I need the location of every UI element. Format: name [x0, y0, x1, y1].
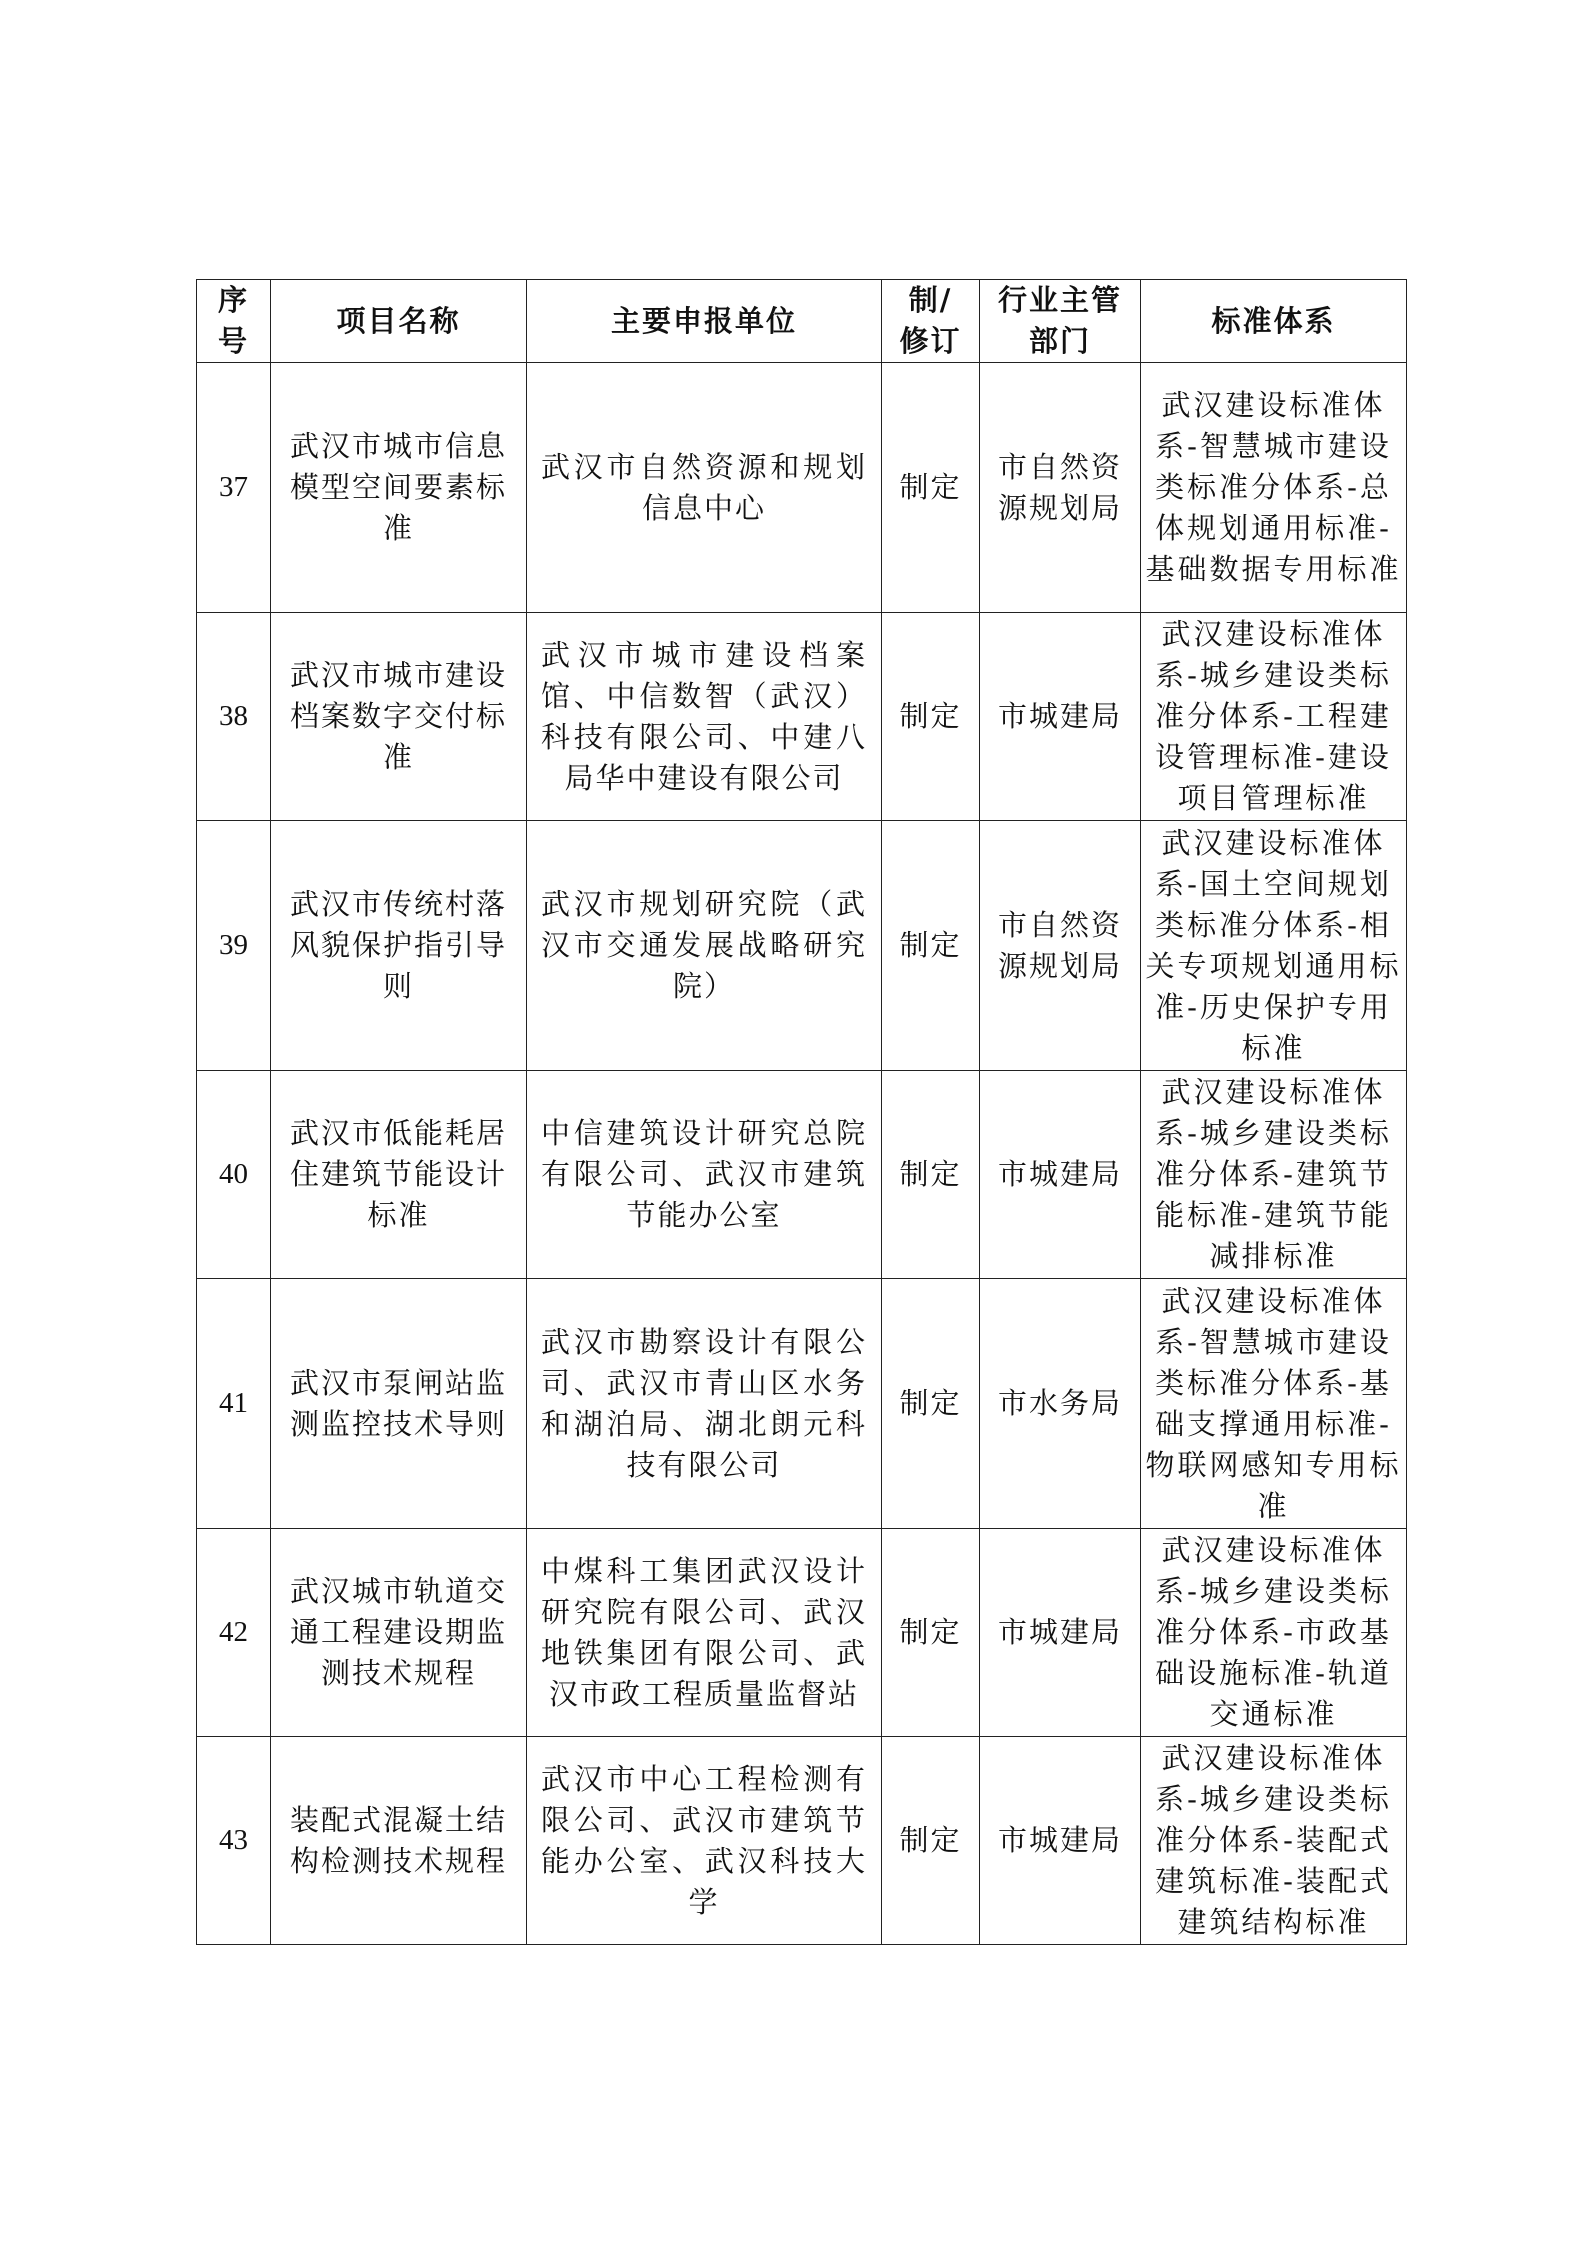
row-no: 39 — [197, 821, 271, 1071]
table-row — [197, 1737, 1407, 1945]
table-row — [197, 821, 1407, 1071]
row-name: 武汉城市轨道交通工程建设期监测技术规程 — [271, 1529, 527, 1737]
row-dept: 市城建局 — [980, 613, 1141, 821]
header-no: 序号 — [197, 280, 271, 363]
row-no: 40 — [197, 1071, 271, 1279]
row-no: 42 — [197, 1529, 271, 1737]
row-dept: 市城建局 — [980, 1737, 1141, 1945]
header-type: 制/修订 — [882, 280, 980, 363]
row-dept: 市城建局 — [980, 1071, 1141, 1279]
row-unit: 中煤科工集团武汉设计研究院有限公司、武汉地铁集团有限公司、武汉市政工程质量监督站 — [527, 1529, 882, 1737]
row-no: 41 — [197, 1279, 271, 1529]
row-system: 武汉建设标准体系-国土空间规划类标准分体系-相关专项规划通用标准-历史保护专用标准 — [1141, 821, 1407, 1071]
header-unit: 主要申报单位 — [527, 280, 882, 363]
row-name: 武汉市城市建设档案数字交付标准 — [271, 613, 527, 821]
row-name: 武汉市低能耗居住建筑节能设计标准 — [271, 1071, 527, 1279]
row-dept: 市水务局 — [980, 1279, 1141, 1529]
header-name: 项目名称 — [271, 280, 527, 363]
row-type: 制定 — [882, 1279, 980, 1529]
row-unit: 武汉市规划研究院（武汉市交通发展战略研究院） — [527, 821, 882, 1071]
table-row — [197, 1279, 1407, 1529]
standards-table — [196, 279, 1407, 1945]
row-system: 武汉建设标准体系-城乡建设类标准分体系-建筑节能标准-建筑节能减排标准 — [1141, 1071, 1407, 1279]
row-type: 制定 — [882, 613, 980, 821]
header-dept: 行业主管部门 — [980, 280, 1141, 363]
row-dept: 市城建局 — [980, 1529, 1141, 1737]
row-type: 制定 — [882, 1529, 980, 1737]
row-system: 武汉建设标准体系-智慧城市建设类标准分体系-基础支撑通用标准-物联网感知专用标准 — [1141, 1279, 1407, 1529]
row-unit: 武汉市中心工程检测有限公司、武汉市建筑节能办公室、武汉科技大学 — [527, 1737, 882, 1945]
row-type: 制定 — [882, 1737, 980, 1945]
row-dept: 市自然资源规划局 — [980, 821, 1141, 1071]
table-row — [197, 1071, 1407, 1279]
row-system: 武汉建设标准体系-城乡建设类标准分体系-工程建设管理标准-建设项目管理标准 — [1141, 613, 1407, 821]
row-no: 38 — [197, 613, 271, 821]
row-dept: 市自然资源规划局 — [980, 363, 1141, 613]
header-row — [197, 280, 1407, 363]
row-system: 武汉建设标准体系-城乡建设类标准分体系-市政基础设施标准-轨道交通标准 — [1141, 1529, 1407, 1737]
row-type: 制定 — [882, 363, 980, 613]
row-type: 制定 — [882, 1071, 980, 1279]
row-type: 制定 — [882, 821, 980, 1071]
row-system: 武汉建设标准体系-智慧城市建设类标准分体系-总体规划通用标准-基础数据专用标准 — [1141, 363, 1407, 613]
row-name: 武汉市城市信息模型空间要素标准 — [271, 363, 527, 613]
table-row — [197, 363, 1407, 613]
row-name: 装配式混凝土结构检测技术规程 — [271, 1737, 527, 1945]
row-no: 43 — [197, 1737, 271, 1945]
row-unit: 中信建筑设计研究总院有限公司、武汉市建筑节能办公室 — [527, 1071, 882, 1279]
row-system: 武汉建设标准体系-城乡建设类标准分体系-装配式建筑标准-装配式建筑结构标准 — [1141, 1737, 1407, 1945]
row-name: 武汉市传统村落风貌保护指引导则 — [271, 821, 527, 1071]
row-unit: 武汉市城市建设档案馆、中信数智（武汉）科技有限公司、中建八局华中建设有限公司 — [527, 613, 882, 821]
row-unit: 武汉市勘察设计有限公司、武汉市青山区水务和湖泊局、湖北朗元科技有限公司 — [527, 1279, 882, 1529]
row-unit: 武汉市自然资源和规划信息中心 — [527, 363, 882, 613]
table-row — [197, 613, 1407, 821]
header-system: 标准体系 — [1141, 280, 1407, 363]
table-row — [197, 1529, 1407, 1737]
row-name: 武汉市泵闸站监测监控技术导则 — [271, 1279, 527, 1529]
row-no: 37 — [197, 363, 271, 613]
